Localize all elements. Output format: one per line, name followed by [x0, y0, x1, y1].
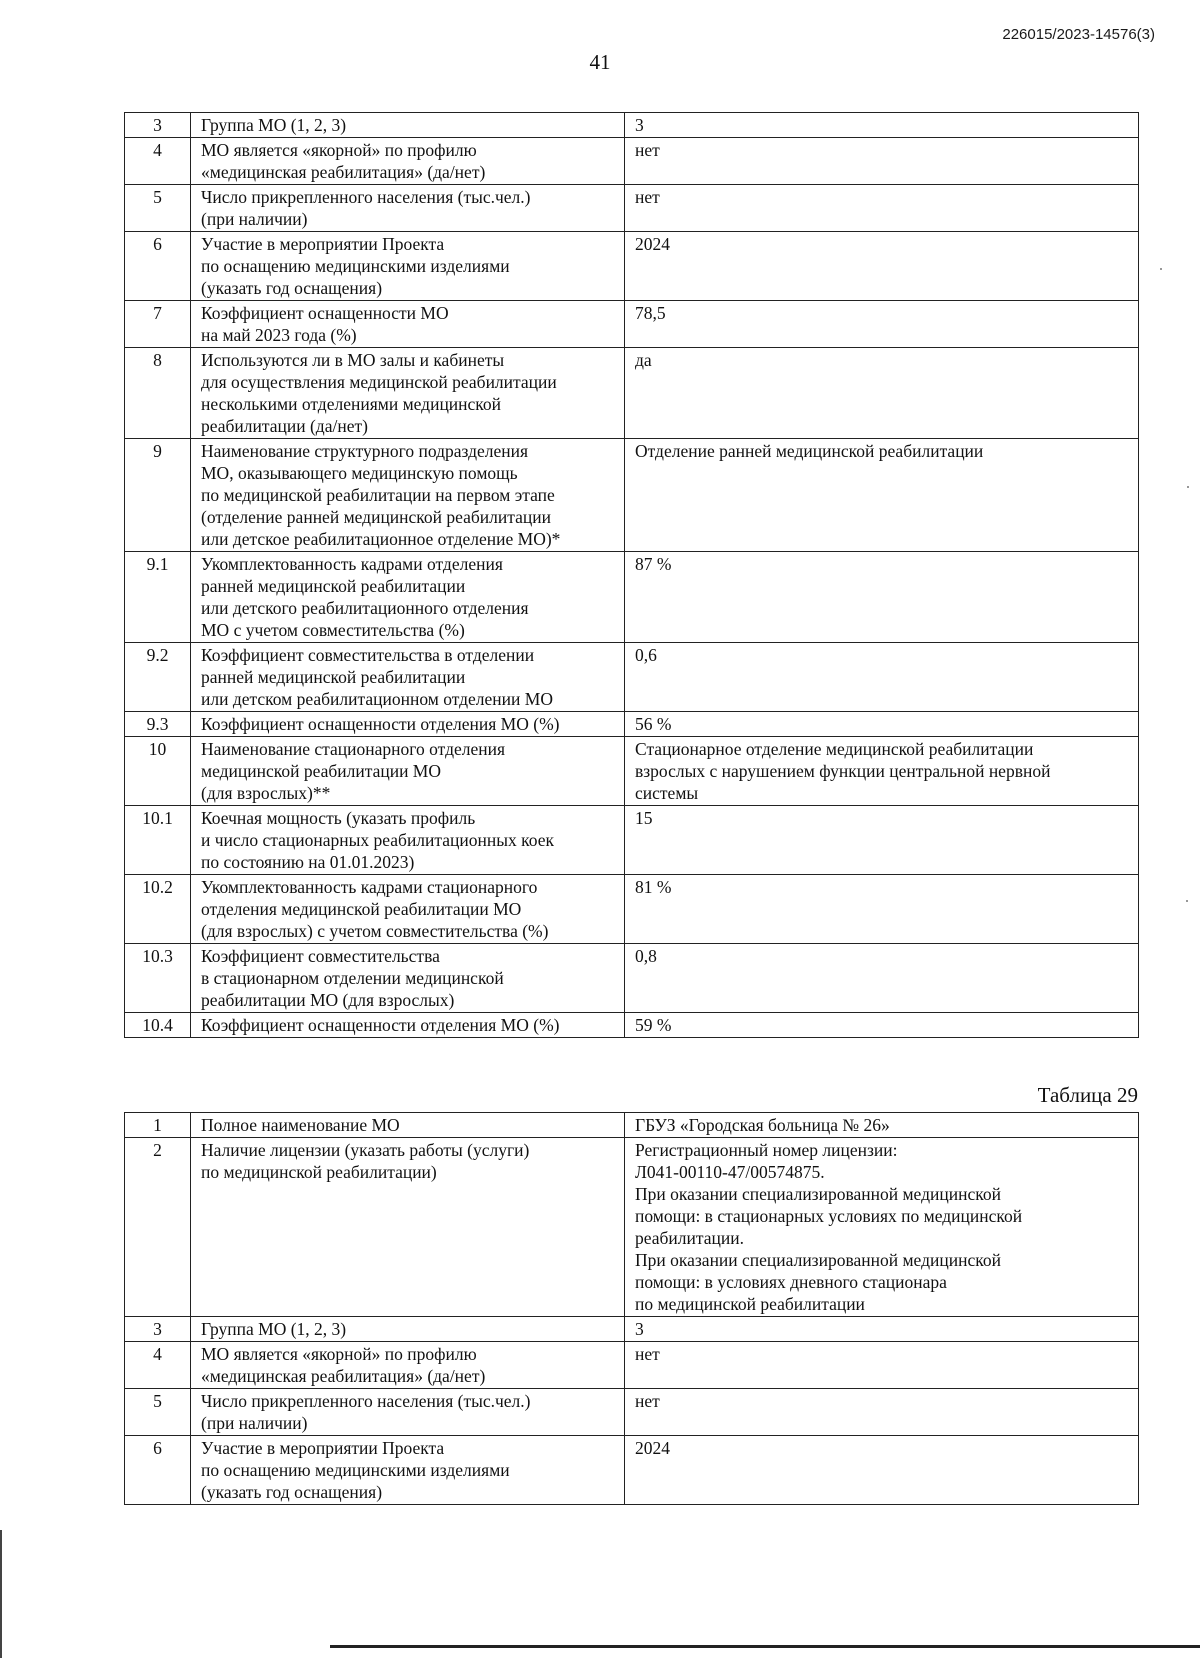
row-value: 0,8 — [625, 944, 1139, 1013]
page-number: 41 — [589, 50, 611, 74]
row-label: Коечная мощность (указать профиль и число стационарных реабилитационных коек по состоянию на 01.01.2023) — [191, 806, 625, 875]
table-row — [125, 439, 1139, 552]
row-value: Регистрационный номер лицензии: Л041-00110-47/00574875. При оказании специализированной медицинской помощи: в стационарных условиях по медицинской реабилитации. При оказании специализированной медицинской помощи: в условиях дневного стационара по медицинской реабилитации — [625, 1138, 1139, 1317]
row-label: Группа МО (1, 2, 3) — [191, 1317, 625, 1342]
row-value: нет — [625, 1342, 1139, 1389]
row-label: Участие в мероприятии Проекта по оснащению медицинскими изделиями (указать год оснащения) — [191, 1436, 625, 1505]
scan-footer-line — [330, 1645, 1200, 1648]
row-value: 59 % — [625, 1013, 1139, 1038]
row-value: 15 — [625, 806, 1139, 875]
row-number: 10.2 — [125, 875, 191, 944]
row-value: нет — [625, 185, 1139, 232]
row-number: 5 — [125, 1389, 191, 1436]
row-number: 7 — [125, 301, 191, 348]
document-id: 226015/2023-14576(3) — [1002, 26, 1155, 43]
table-row — [125, 1436, 1139, 1505]
row-value: 87 % — [625, 552, 1139, 643]
row-number: 2 — [125, 1138, 191, 1317]
scan-edge-mark — [0, 1530, 2, 1658]
row-label: Укомплектованность кадрами стационарного отделения медицинской реабилитации МО (для взрослых) с учетом совместительства (%) — [191, 875, 625, 944]
row-label: Коэффициент оснащенности отделения МО (%) — [191, 712, 625, 737]
row-value: Стационарное отделение медицинской реабилитации взрослых с нарушением функции центральной нервной системы — [625, 737, 1139, 806]
row-number: 10.1 — [125, 806, 191, 875]
row-number: 6 — [125, 232, 191, 301]
table-a — [124, 112, 1139, 1038]
row-label: Полное наименование МО — [191, 1113, 625, 1138]
row-label: Наличие лицензии (указать работы (услуги) по медицинской реабилитации) — [191, 1138, 625, 1317]
row-number: 10 — [125, 737, 191, 806]
table-row — [125, 1389, 1139, 1436]
row-label: Число прикрепленного населения (тыс.чел.) (при наличии) — [191, 1389, 625, 1436]
row-number: 4 — [125, 1342, 191, 1389]
table-row — [125, 737, 1139, 806]
table-row — [125, 185, 1139, 232]
table-row — [125, 806, 1139, 875]
table-caption: Таблица 29 — [1037, 1083, 1138, 1107]
table-row — [125, 552, 1139, 643]
table-row — [125, 875, 1139, 944]
row-value: 2024 — [625, 232, 1139, 301]
row-number: 5 — [125, 185, 191, 232]
row-value: нет — [625, 1389, 1139, 1436]
table-row — [125, 138, 1139, 185]
row-label: Группа МО (1, 2, 3) — [191, 113, 625, 138]
row-number: 9.2 — [125, 643, 191, 712]
row-value: 3 — [625, 113, 1139, 138]
table-row — [125, 348, 1139, 439]
row-value: 56 % — [625, 712, 1139, 737]
table-row — [125, 712, 1139, 737]
row-label: Коэффициент оснащенности МО на май 2023 года (%) — [191, 301, 625, 348]
row-number: 6 — [125, 1436, 191, 1505]
row-value: ГБУЗ «Городская больница № 26» — [625, 1113, 1139, 1138]
table-row — [125, 232, 1139, 301]
row-number: 3 — [125, 1317, 191, 1342]
row-label: Число прикрепленного населения (тыс.чел.) (при наличии) — [191, 185, 625, 232]
row-number: 10.4 — [125, 1013, 191, 1038]
row-number: 9.1 — [125, 552, 191, 643]
row-label: МО является «якорной» по профилю «медицинская реабилитация» (да/нет) — [191, 138, 625, 185]
row-label: Коэффициент совместительства в стационарном отделении медицинской реабилитации МО (для взрослых) — [191, 944, 625, 1013]
table-row — [125, 944, 1139, 1013]
row-value: 78,5 — [625, 301, 1139, 348]
scan-speck — [1186, 900, 1188, 902]
row-number: 1 — [125, 1113, 191, 1138]
table-row — [125, 1113, 1139, 1138]
row-label: Используются ли в МО залы и кабинеты для осуществления медицинской реабилитации несколькими отделениями медицинской реабилитации (да/нет) — [191, 348, 625, 439]
table-row — [125, 301, 1139, 348]
row-number: 9 — [125, 439, 191, 552]
table-row — [125, 1317, 1139, 1342]
row-value: 81 % — [625, 875, 1139, 944]
row-label: Участие в мероприятии Проекта по оснащению медицинскими изделиями (указать год оснащения) — [191, 232, 625, 301]
row-number: 8 — [125, 348, 191, 439]
row-label: Наименование стационарного отделения медицинской реабилитации МО (для взрослых)** — [191, 737, 625, 806]
row-number: 4 — [125, 138, 191, 185]
scan-speck — [1187, 486, 1189, 488]
row-number: 3 — [125, 113, 191, 138]
table-b — [124, 1112, 1139, 1505]
table-row — [125, 113, 1139, 138]
row-label: Коэффициент совместительства в отделении ранней медицинской реабилитации или детском реабилитационном отделении МО — [191, 643, 625, 712]
row-number: 10.3 — [125, 944, 191, 1013]
row-value: Отделение ранней медицинской реабилитации — [625, 439, 1139, 552]
row-value: 0,6 — [625, 643, 1139, 712]
table-row — [125, 643, 1139, 712]
table-row — [125, 1013, 1139, 1038]
row-value: 2024 — [625, 1436, 1139, 1505]
row-value: да — [625, 348, 1139, 439]
row-value: нет — [625, 138, 1139, 185]
row-label: МО является «якорной» по профилю «медицинская реабилитация» (да/нет) — [191, 1342, 625, 1389]
row-label: Коэффициент оснащенности отделения МО (%) — [191, 1013, 625, 1038]
row-number: 9.3 — [125, 712, 191, 737]
table-row — [125, 1138, 1139, 1317]
row-value: 3 — [625, 1317, 1139, 1342]
row-label: Укомплектованность кадрами отделения ранней медицинской реабилитации или детского реабилитационного отделения МО с учетом совместительства (%) — [191, 552, 625, 643]
table-row — [125, 1342, 1139, 1389]
row-label: Наименование структурного подразделения МО, оказывающего медицинскую помощь по медицинской реабилитации на первом этапе (отделение ранней медицинской реабилитации или детское реабилитационное отделение МО)* — [191, 439, 625, 552]
scan-speck — [1160, 268, 1162, 270]
